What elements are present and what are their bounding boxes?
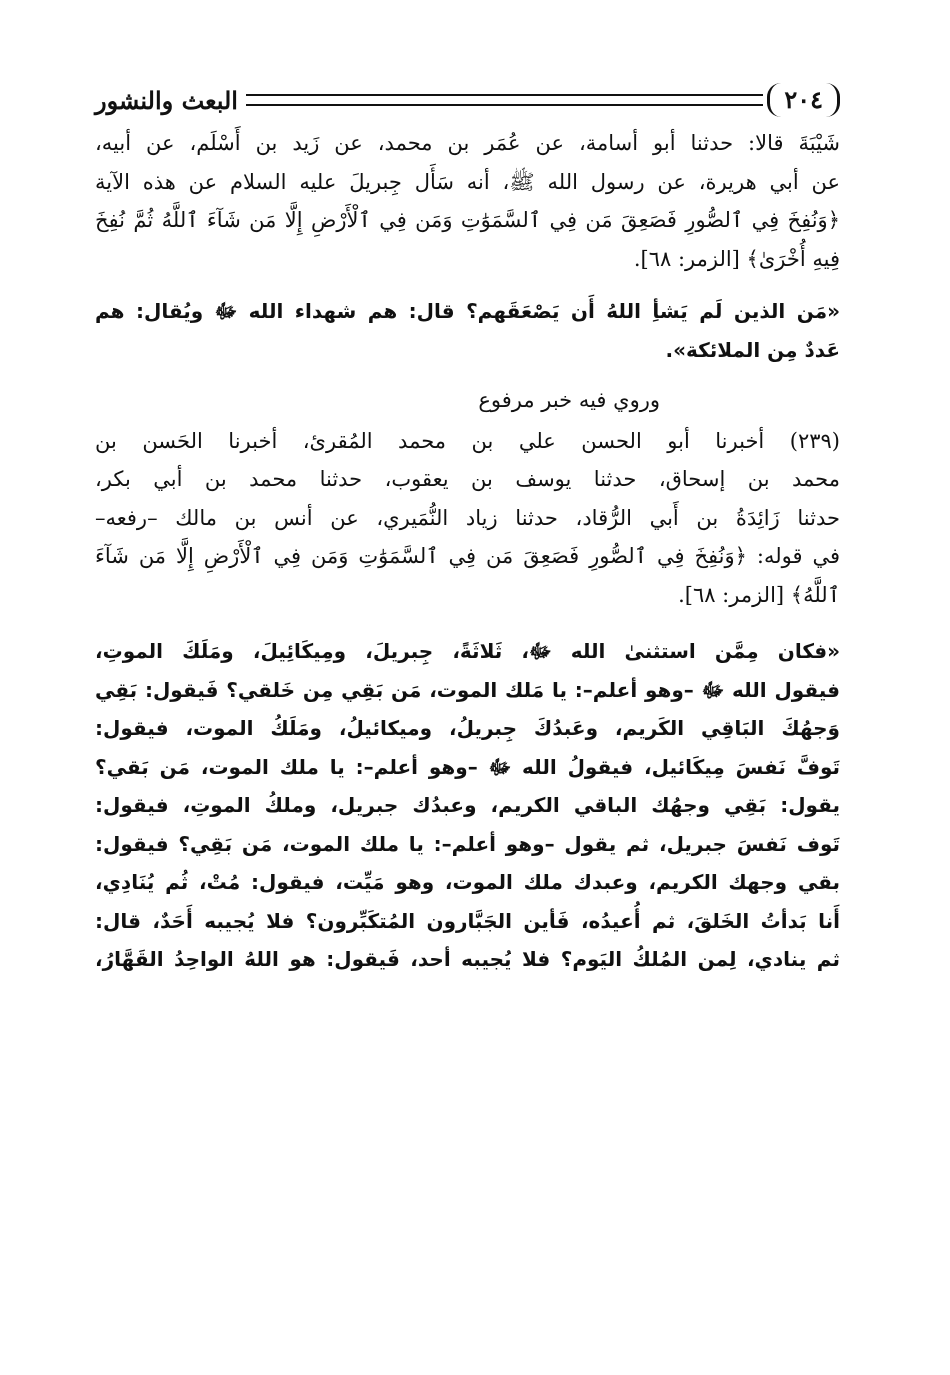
bold-text-line: تَوف نَفسَ جبريل، ثم يقول –وهو أعلم–: يا ملك الموت، مَن بَقِي؟ فيقول:	[95, 831, 840, 856]
paragraph-hadith-chain	[95, 124, 840, 278]
quran-verse-line: فِيهِ أُخْرَىٰ﴾ [الزمر: ٦٨].	[633, 246, 840, 271]
bold-text-line: فيقول الله ﷻ –وهو أعلم–: يا مَلك الموت، مَن بَقِي مِن خَلقي؟ فَيقول: بَقِي	[95, 677, 840, 702]
bold-text-line: وَجهُكَ البَاقِي الكَريم، وعَبدُكَ جِبريلُ، وميكائيلُ، ومَلَكُ الموت، فيقول:	[95, 716, 840, 740]
quran-verse-line: ﴿وَنُفِخَ فِي ٱلصُّورِ فَصَعِقَ مَن فِي ٱلسَّمَوَٰتِ وَمَن فِي ٱلْأَرْضِ إِلَّا مَن شَآءَ ٱللَّهُ ثُمَّ نُفِخَ	[95, 208, 840, 232]
bold-text-line: تَوفَّ نَفسَ مِيكَائيل، فيقولُ الله ﷻ –وهو أعلم–: يا ملك الموت، مَن بَقي؟	[95, 754, 840, 779]
text-line: عن أبي هريرة، عن رسول الله ﷺ، أنه سَأَل جِبريلَ عليه السلام عن هذه الآية	[95, 169, 840, 194]
paragraph-hadith-239-chain	[95, 422, 840, 615]
bold-text-line: أَنا بَدأتُ الخَلقَ، ثم أُعيدُه، فَأين الجَبَّارون المُتكَبِّرون؟ فلا يُجيبه أَحَدٌ، قال:	[95, 908, 840, 933]
bold-text-line: يقول: بَقِي وجهُك الباقي الكريم، وعبدُك جبريل، وملكُ الموتِ، فيقول:	[95, 793, 840, 817]
header-rule	[246, 94, 763, 106]
page-number: ٢٠٤	[767, 83, 840, 117]
bold-text-line: «فكان مِمَّن استثنىٰ الله ﷻ، ثَلاثَةً، جِبريلَ، ومِيكَائِيلَ، ومَلَكَ الموتِ،	[95, 639, 840, 663]
section-subheading: وروي فيه خبر مرفوع	[478, 388, 660, 412]
bold-text-line: «مَن الذين لَم يَشأِ اللهُ أَن يَصْعَقَهم؟ قال: هم شهداء الله ﷻ ويُقال: هم	[95, 299, 840, 323]
running-title: البعث والنشور	[95, 85, 238, 115]
text-line: محمد بن إسحاق، حدثنا يوسف بن يعقوب، حدثنا محمد بن أبي بكر،	[95, 467, 840, 491]
text-line: (٢٣٩) أخبرنا أبو الحسن علي بن محمد المُقرئ، أخبرنا الحَسن بن	[95, 428, 840, 453]
paragraph-hadith-239-text	[95, 632, 840, 979]
book-page	[95, 78, 840, 979]
text-line: شَيْبَةَ قالا: حدثنا أبو أسامة، عن عُمَر بن محمد، عن زَيد بن أَسْلَم، عن أبيه،	[95, 131, 840, 155]
quran-verse-line: في قوله: ﴿وَنُفِخَ فِي ٱلصُّورِ فَصَعِقَ مَن فِي ٱلسَّمَوَٰتِ وَمَن فِي ٱلْأَرْضِ إِلَّا مَن شَآءَ	[95, 544, 840, 568]
bold-text-line: بقي وجهك الكريم، وعبدك ملك الموت، وهو مَيِّت، فيقول: مُتْ، ثُم يُنَادِي،	[95, 870, 840, 894]
bold-text-line: ثم ينادي، لِمن المُلكُ اليَوم؟ فلا يُجيبه أحد، فَيقول: هو اللهُ الواحِدُ القَهَّارُ،	[95, 947, 840, 971]
page-header	[95, 78, 840, 122]
paragraph-hadith-text	[95, 292, 840, 369]
bold-text-line: عَددٌ مِن الملائكة».	[665, 337, 840, 362]
quran-verse-line: ٱللَّهُ﴾ [الزمر: ٦٨].	[678, 582, 840, 607]
text-line: حدثنا زَائِدَةُ بن أَبي الرُّقاد، حدثنا زياد النُّمَيري، عن أنس بن مالك –رفعه–	[95, 505, 840, 530]
